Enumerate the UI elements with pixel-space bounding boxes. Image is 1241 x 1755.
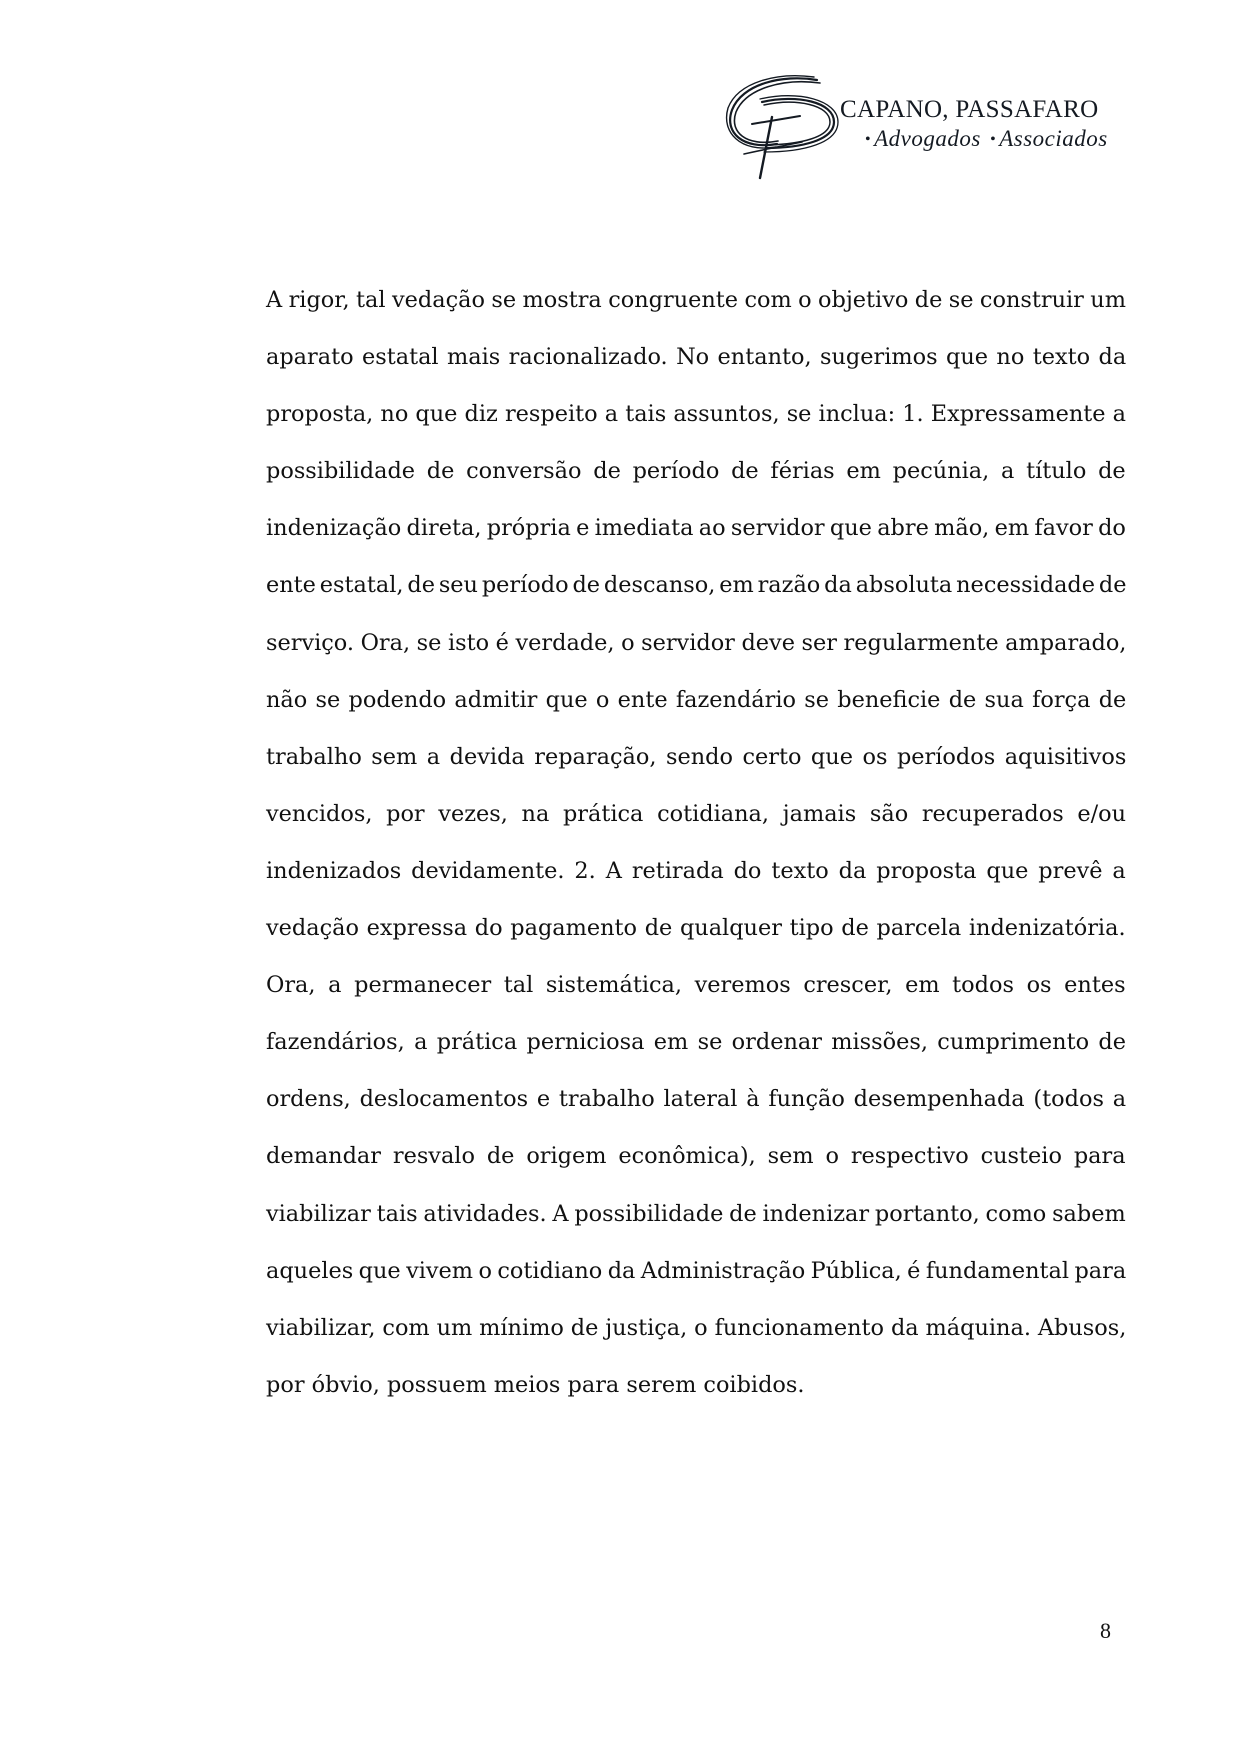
logo-subtitle	[862, 126, 1108, 152]
header-logo	[722, 72, 1122, 182]
text-line: vencidos, por vezes, na prática cotidiana, jamais são recuperados e/ou	[266, 800, 1127, 827]
text-line: possibilidade de conversão de período de férias em pecúnia, a título de	[266, 458, 1126, 485]
text-line: aqueles que vivem o cotidiano da Administração Pública, é fundamental para	[266, 1257, 1127, 1284]
text-line: proposta, no que diz respeito a tais assuntos, se inclua: 1. Expressamente a	[266, 401, 1126, 428]
text-line: aparato estatal mais racionalizado. No entanto, sugerimos que no texto da	[266, 344, 1127, 371]
text-line: viabilizar, com um mínimo de justiça, o funcionamento da máquina. Abusos,	[266, 1314, 1127, 1341]
text-line: por óbvio, possuem meios para serem coibidos.	[266, 1371, 805, 1398]
text-line: indenizados devidamente. 2. A retirada do texto da proposta que prevê a	[266, 857, 1126, 884]
logo-firm-name: CAPANO, PASSAFARO	[840, 96, 1099, 123]
logo-subtitle-right: Associados	[999, 126, 1108, 151]
text-line: fazendários, a prática perniciosa em se ordenar missões, cumprimento de	[266, 1029, 1126, 1056]
page-number: 8	[1100, 1618, 1111, 1643]
text-line: demandar resvalo de origem econômica), sem o respectivo custeio para	[266, 1143, 1126, 1170]
text-line: trabalho sem a devida reparação, sendo certo que os períodos aquisitivos	[266, 743, 1127, 770]
logo-dot-icon: •	[990, 131, 997, 148]
text-line: serviço. Ora, se isto é verdade, o servidor deve ser regularmente amparado,	[266, 629, 1127, 656]
text-line: vedação expressa do pagamento de qualquer tipo de parcela indenizatória.	[266, 915, 1126, 942]
text-line: ordens, deslocamentos e trabalho lateral à função desempenhada (todos a	[266, 1086, 1127, 1113]
text-line: viabilizar tais atividades. A possibilidade de indenizar portanto, como sabem	[266, 1200, 1126, 1227]
body-paragraph	[266, 280, 1126, 1422]
text-line: Ora, a permanecer tal sistemática, veremos crescer, em todos os entes	[266, 972, 1126, 999]
text-line: A rigor, tal vedação se mostra congruente com o objetivo de se construir um	[266, 287, 1126, 313]
text-line: ente estatal, de seu período de descanso, em razão da absoluta necessidade de	[266, 572, 1127, 599]
logo-subtitle-left: Advogados	[874, 126, 981, 151]
logo-dot-icon: •	[865, 131, 872, 148]
text-line: não se podendo admitir que o ente fazendário se beneficie de sua força de	[266, 686, 1127, 713]
text-line: indenização direta, própria e imediata ao servidor que abre mão, em favor do	[266, 515, 1126, 542]
cp-monogram-logo-icon	[722, 72, 842, 182]
